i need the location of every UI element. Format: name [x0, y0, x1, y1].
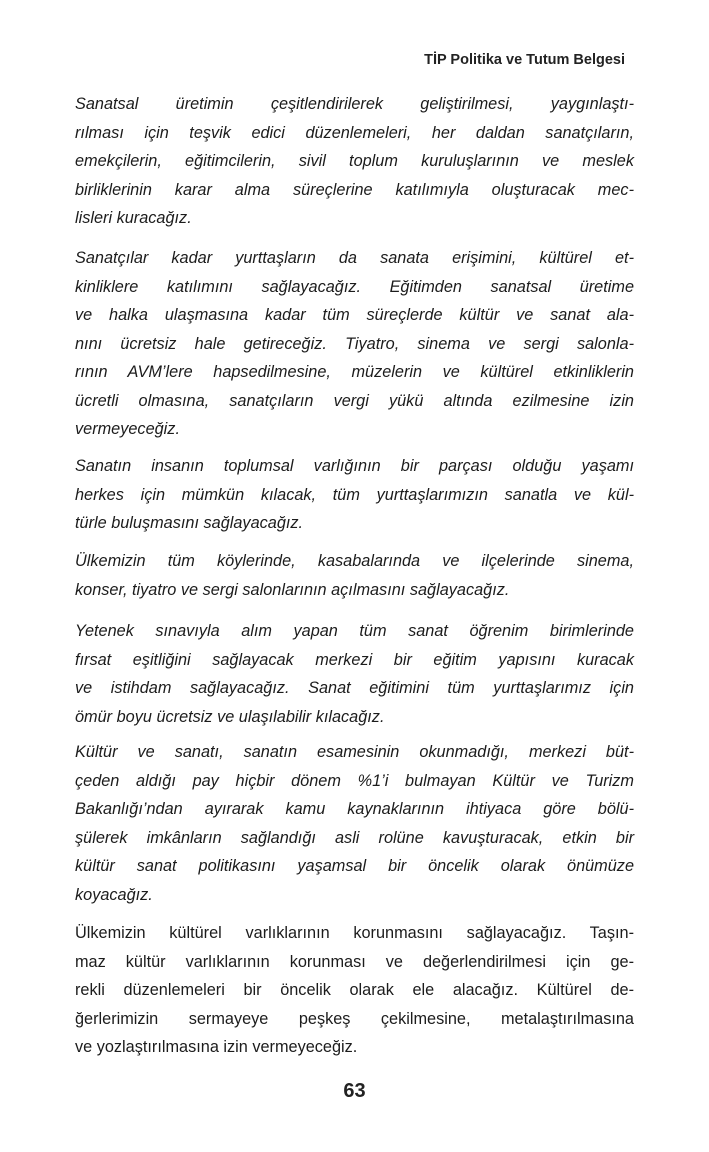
text-line: emekçilerin, eğitimcilerin, sivil toplum kuruluşlarının ve meslek — [75, 152, 634, 170]
running-header: TİP Politika ve Tutum Belgesi — [424, 52, 625, 68]
text-line: Sanatçılar kadar yurttaşların da sanata erişimini, kültürel et- — [75, 249, 634, 267]
text-line: koyacağız. — [75, 885, 153, 904]
text-line: maz kültür varlıklarının korunması ve değerlendirilmesi için ge- — [75, 952, 634, 971]
page-number: 63 — [343, 1080, 366, 1102]
text-line: Bakanlığı’ndan ayırarak kamu kaynaklarının ihtiyaca göre bölü- — [75, 800, 634, 818]
paragraph — [75, 617, 634, 731]
text-line: ömür boyu ücretsiz ve ulaşılabilir kılacağız. — [75, 707, 385, 726]
text-line: vermeyeceğiz. — [75, 420, 180, 438]
paragraph — [75, 738, 634, 909]
text-line: ve yozlaştırılmasına izin vermeyeceğiz. — [75, 1038, 358, 1056]
paragraph — [75, 244, 634, 444]
text-line: Sanatsal üretimin çeşitlendirilerek geliştirilmesi, yaygınlaştı- — [75, 95, 634, 113]
text-line: rının AVM’lere hapsedilmesine, müzelerin ve kültürel etkinliklerin — [75, 363, 634, 381]
text-line: ğerlerimizin sermayeye peşkeş çekilmesine, metalaştırılmasına — [75, 1009, 634, 1028]
text-line: ve istihdam sağlayacağız. Sanat eğitimini tüm yurttaşlarımız için — [75, 679, 634, 697]
text-line: kültür sanat politikasını yaşamsal bir öncelik olarak önümüze — [75, 857, 634, 875]
text-line: Kültür ve sanatı, sanatın esamesinin okunmadığı, merkezi büt- — [75, 743, 634, 761]
text-line: Ülkemizin tüm köylerinde, kasabalarında ve ilçelerinde sinema, — [75, 552, 634, 570]
text-line: Yetenek sınavıyla alım yapan tüm sanat öğrenim birimlerinde — [75, 622, 634, 640]
text-line: ve halka ulaşmasına kadar tüm süreçlerde kültür ve sanat ala- — [75, 306, 634, 324]
paragraph — [75, 90, 634, 233]
text-line: rılması için teşvik edici düzenlemeleri, her daldan sanatçıların, — [75, 123, 634, 142]
paragraph — [75, 452, 634, 538]
paragraph — [75, 547, 634, 604]
text-line: rekli düzenlemeleri bir öncelik olarak ele alacağız. Kültürel de- — [75, 981, 634, 999]
text-line: nını ücretsiz hale getireceğiz. Tiyatro, sinema ve sergi salonla- — [75, 334, 634, 353]
text-line: herkes için mümkün kılacak, tüm yurttaşlarımızın sanatla ve kül- — [75, 485, 634, 504]
text-line: birliklerinin karar alma süreçlerine katılımıyla oluşturacak mec- — [75, 180, 634, 199]
paragraph — [75, 919, 634, 1062]
text-line: lisleri kuracağız. — [75, 209, 192, 227]
text-line: Sanatın insanın toplumsal varlığının bir parçası olduğu yaşamı — [75, 457, 634, 475]
text-line: kinliklere katılımını sağlayacağız. Eğitimden sanatsal üretime — [75, 277, 634, 296]
text-line: ücretli olmasına, sanatçıların vergi yükü altında ezilmesine izin — [75, 391, 634, 410]
text-line: şülerek imkânların sağlandığı asli rolüne kavuşturacak, etkin bir — [75, 828, 634, 847]
text-line: fırsat eşitliğini sağlayacak merkezi bir eğitim yapısını kuracak — [75, 650, 634, 669]
text-line: Ülkemizin kültürel varlıklarının korunmasını sağlayacağız. Taşın- — [75, 924, 634, 942]
text-line: çeden aldığı pay hiçbir dönem %1’i bulmayan Kültür ve Turizm — [75, 771, 634, 790]
text-line: konser, tiyatro ve sergi salonlarının açılmasını sağlayacağız. — [75, 580, 510, 599]
text-line: türle buluşmasını sağlayacağız. — [75, 514, 304, 532]
